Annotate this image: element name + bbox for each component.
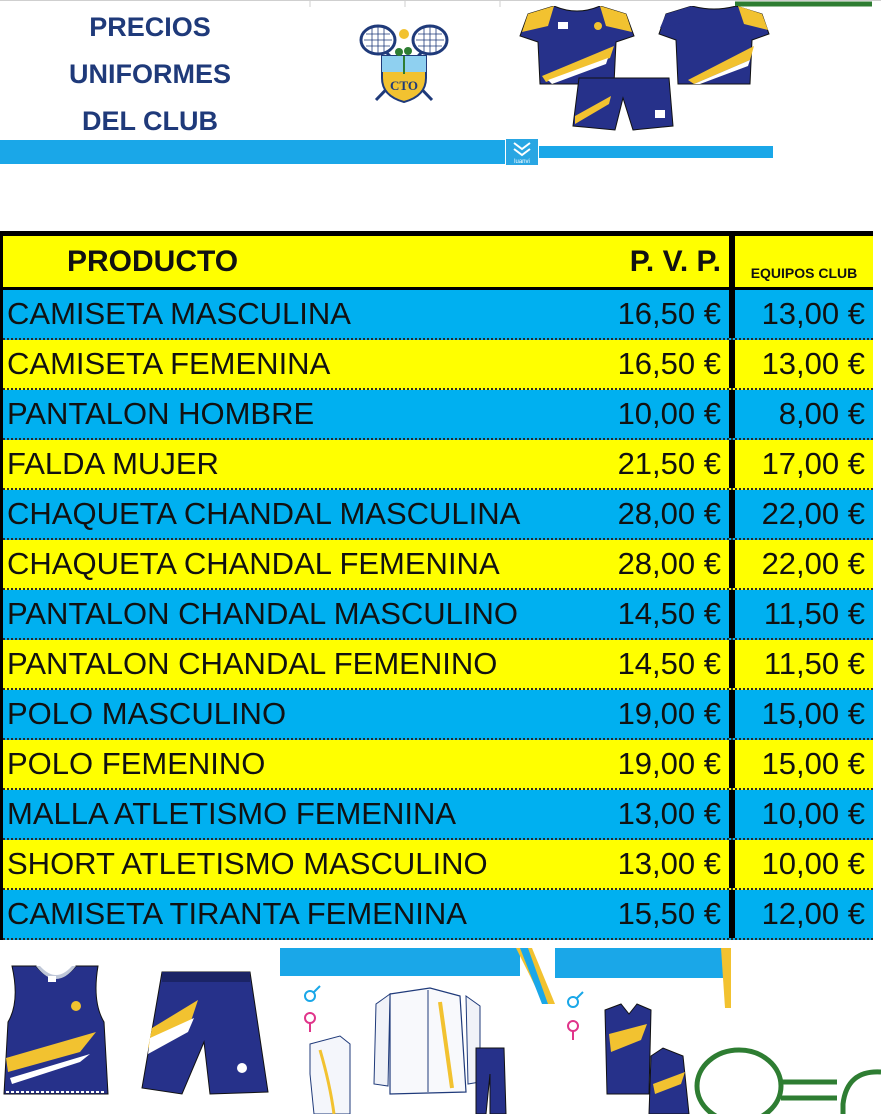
tracksuit-panel-icon <box>280 944 555 1114</box>
table-row <box>3 390 873 440</box>
club-price-cell: 10,00 € <box>761 846 865 881</box>
header-blue-bar <box>0 140 505 164</box>
brand-logo-icon <box>505 138 539 166</box>
column-header-equipos-club: EQUIPOS CLUB <box>750 265 858 281</box>
product-name-cell: PANTALON CHANDAL FEMENINO <box>7 646 498 681</box>
table-row <box>3 690 873 740</box>
table-row <box>3 890 873 940</box>
table-row <box>3 340 873 390</box>
pvp-price-cell: 19,00 € <box>608 690 735 738</box>
shorts-icon <box>571 76 675 134</box>
pvp-price-cell: 14,50 € <box>608 590 735 638</box>
running-shorts-icon <box>138 968 270 1100</box>
product-name-cell: CHAQUETA CHANDAL MASCULINA <box>7 496 521 531</box>
club-price-cell: 13,00 € <box>761 346 865 381</box>
table-row <box>3 290 873 340</box>
table-row <box>3 540 873 590</box>
table-row <box>3 490 873 540</box>
header-blue-bar <box>507 146 773 158</box>
table-row <box>3 640 873 690</box>
title-line: DEL CLUB <box>81 106 218 136</box>
table-row <box>3 840 873 890</box>
table-row <box>3 590 873 640</box>
club-price-cell: 22,00 € <box>761 546 865 581</box>
shirt-front-icon <box>518 6 636 86</box>
product-name-cell: PANTALON CHANDAL MASCULINO <box>7 596 519 631</box>
shirt-back-icon <box>658 6 770 86</box>
column-header-pvp: P. V. P. <box>608 236 735 287</box>
product-name-cell: FALDA MUJER <box>7 446 219 481</box>
logo-text: CTO <box>390 78 418 93</box>
product-name-cell: PANTALON HOMBRE <box>7 396 315 431</box>
table-row <box>3 740 873 790</box>
club-price-cell: 13,00 € <box>761 296 865 331</box>
pvp-price-cell: 19,00 € <box>608 740 735 788</box>
brand-text: luanvi <box>514 159 530 165</box>
pvp-price-cell: 16,50 € <box>608 340 735 388</box>
pvp-price-cell: 21,50 € <box>608 440 735 488</box>
tank-top-icon <box>0 962 112 1102</box>
product-name-cell: MALLA ATLETISMO FEMENINA <box>7 796 457 831</box>
pvp-price-cell: 28,00 € <box>608 540 735 588</box>
column-header-producto: PRODUCTO <box>67 244 239 278</box>
product-name-cell: SHORT ATLETISMO MASCULINO <box>7 846 488 881</box>
product-name-cell: POLO FEMENINO <box>7 746 266 781</box>
pvp-price-cell: 28,00 € <box>608 490 735 538</box>
title-line: UNIFORMES <box>69 59 231 89</box>
club-price-cell: 11,50 € <box>763 596 865 631</box>
pvp-price-cell: 15,50 € <box>608 890 735 938</box>
club-price-cell: 15,00 € <box>761 696 865 731</box>
page-title <box>30 4 270 145</box>
product-name-cell: CAMISETA MASCULINA <box>7 296 351 331</box>
pvp-price-cell: 16,50 € <box>608 290 735 338</box>
pvp-price-cell: 13,00 € <box>608 790 735 838</box>
table-header-row <box>3 236 873 290</box>
table-row <box>3 440 873 490</box>
club-price-cell: 11,50 € <box>763 646 865 681</box>
table-row <box>3 790 873 840</box>
product-name-cell: CHAQUETA CHANDAL FEMENINA <box>7 546 500 581</box>
title-line: PRECIOS <box>89 12 211 42</box>
club-price-cell: 12,00 € <box>761 896 865 931</box>
product-name-cell: POLO MASCULINO <box>7 696 287 731</box>
club-price-cell: 22,00 € <box>761 496 865 531</box>
club-logo-icon <box>356 20 452 106</box>
club-price-cell: 10,00 € <box>761 796 865 831</box>
club-price-cell: 15,00 € <box>761 746 865 781</box>
polo-panel-icon <box>555 944 881 1114</box>
club-price-cell: 17,00 € <box>761 446 865 481</box>
product-name-cell: CAMISETA FEMENINA <box>7 346 331 381</box>
pvp-price-cell: 14,50 € <box>608 640 735 688</box>
pvp-price-cell: 10,00 € <box>608 390 735 438</box>
pvp-price-cell: 13,00 € <box>608 840 735 888</box>
product-name-cell: CAMISETA TIRANTA FEMENINA <box>7 896 467 931</box>
club-price-cell: 8,00 € <box>778 396 865 431</box>
price-table <box>0 231 873 940</box>
